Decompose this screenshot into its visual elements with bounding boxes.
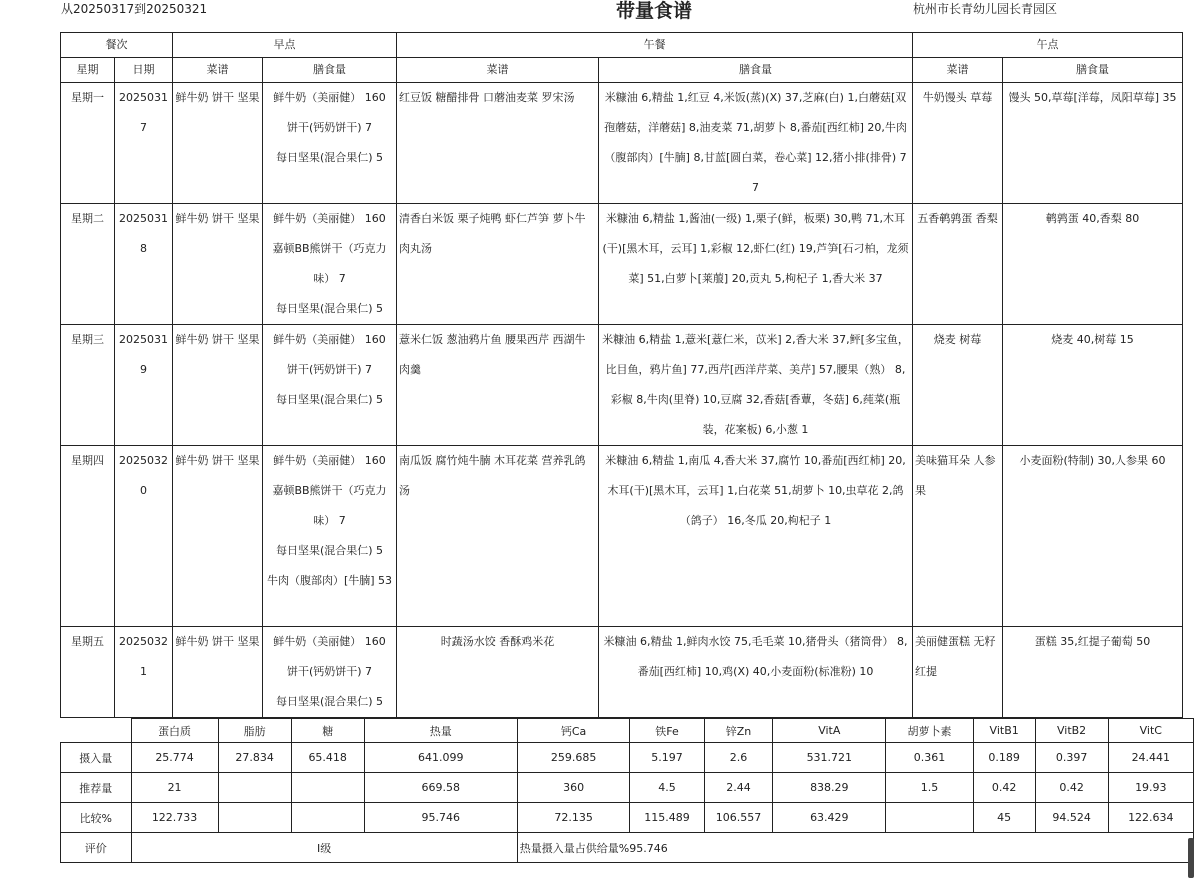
value-cell: 25.774: [131, 743, 218, 773]
snack-amount-cell: 馒头 50,草莓[洋莓，凤阳草莓] 35: [1003, 83, 1183, 204]
breakfast-amount-header: 膳食量: [263, 58, 397, 83]
nutrition-table: [60, 718, 1194, 863]
breakfast-header: 早点: [173, 33, 397, 58]
value-cell: 27.834: [218, 743, 291, 773]
snack-dishes-cell: 牛奶馒头 草莓: [913, 83, 1003, 204]
value-cell: 122.733: [131, 803, 218, 833]
amount-line: 饼干(钙奶饼干) 7: [286, 121, 373, 134]
lunch-header: 午餐: [397, 33, 913, 58]
nutrient-header: VitB1: [973, 719, 1035, 743]
breakfast-amount-cell: [263, 204, 397, 325]
menu-column-header-row: [61, 58, 1183, 83]
lunch-amount-cell: 米糠油 6,精盐 1,酱油(一级) 1,栗子(鲜，板栗) 30,鸭 71,木耳(干)[黑木耳，云耳] 1,彩椒 12,虾仁(红) 19,芦笋[石刁柏，龙须菜] 51,白萝卜[莱菔] 20,贡丸 5,枸杞子 1,香大米 37: [599, 204, 913, 325]
value-cell: 1.5: [886, 773, 974, 803]
lunch-dishes-header: 菜谱: [397, 58, 599, 83]
nutrient-header: 热量: [364, 719, 517, 743]
meal-header: 餐次: [61, 33, 173, 58]
lunch-amount-cell: 米糠油 6,精盐 1,薏米[薏仁米，苡米] 2,香大米 37,鲆[多宝鱼，比目鱼，鸦片鱼] 77,西芹[西洋芹菜、美芹] 57,腰果（熟） 8,彩椒 8,牛肉(里脊) 10,豆腐 32,香菇[香蕈，冬菇] 6,莼菜(瓶装，花案板) 6,小葱 1: [599, 325, 913, 446]
value-cell: 24.441: [1108, 743, 1193, 773]
table-row: [61, 325, 1183, 446]
amount-line: 鲜牛奶（美丽健） 160: [273, 212, 386, 225]
weekday-cell: 星期二: [61, 204, 115, 325]
amount-line: 鲜牛奶（美丽健） 160: [273, 454, 386, 467]
value-cell: 531.721: [773, 743, 886, 773]
breakfast-dishes-cell: 鲜牛奶 饼干 坚果: [173, 325, 263, 446]
row-label: 比较%: [61, 803, 132, 833]
amount-line: 嘉顿BB熊饼干（巧克力味） 7: [272, 484, 387, 527]
value-cell: 63.429: [773, 803, 886, 833]
nutrient-header: VitB2: [1035, 719, 1108, 743]
menu-table: [60, 32, 1183, 718]
breakfast-amount-cell: [263, 325, 397, 446]
value-cell: 2.44: [704, 773, 773, 803]
breakfast-dishes-cell: 鲜牛奶 饼干 坚果: [173, 446, 263, 627]
value-cell: [218, 773, 291, 803]
amount-line: 饼干(钙奶饼干) 7: [286, 363, 373, 376]
scrollbar[interactable]: [1188, 838, 1194, 878]
value-cell: 0.189: [973, 743, 1035, 773]
value-cell: 19.93: [1108, 773, 1193, 803]
snack-amount-cell: 小麦面粉(特制) 30,人参果 60: [1003, 446, 1183, 627]
snack-amount-cell: 蛋糕 35,红提子葡萄 50: [1003, 627, 1183, 718]
breakfast-amount-cell: [263, 83, 397, 204]
lunch-dishes-cell: 红豆饭 糖醋排骨 口蘑油麦菜 罗宋汤: [397, 83, 599, 204]
breakfast-dishes-cell: 鲜牛奶 饼干 坚果: [173, 204, 263, 325]
value-cell: 0.397: [1035, 743, 1108, 773]
value-cell: [218, 803, 291, 833]
value-cell: 65.418: [291, 743, 364, 773]
snack-header: 午点: [913, 33, 1183, 58]
value-cell: 0.42: [973, 773, 1035, 803]
date-cell: 20250319: [115, 325, 173, 446]
page-title: 带量食谱: [616, 0, 693, 22]
amount-line: 每日坚果(混合果仁) 5: [275, 695, 384, 708]
value-cell: 106.557: [704, 803, 773, 833]
value-cell: 838.29: [773, 773, 886, 803]
nutrition-row-recommended: [61, 773, 1194, 803]
date-cell: 20250317: [115, 83, 173, 204]
lunch-amount-header: 膳食量: [599, 58, 913, 83]
weekday-cell: 星期一: [61, 83, 115, 204]
lunch-dishes-cell: 时蔬汤水饺 香酥鸡米花: [397, 627, 599, 718]
value-cell: 115.489: [630, 803, 704, 833]
value-cell: 72.135: [517, 803, 630, 833]
evaluation-grade: I级: [131, 833, 517, 863]
school-name: 杭州市长青幼儿园长青园区: [913, 2, 1058, 16]
value-cell: [886, 803, 974, 833]
weekday-cell: 星期五: [61, 627, 115, 718]
nutrient-header: VitA: [773, 719, 886, 743]
value-cell: 641.099: [364, 743, 517, 773]
lunch-dishes-cell: 南瓜饭 腐竹炖牛腩 木耳花菜 营养乳鸽汤: [397, 446, 599, 627]
nutrient-header: 钙Ca: [517, 719, 630, 743]
lunch-amount-cell: 米糠油 6,精盐 1,红豆 4,米饭(蒸)(X) 37,芝麻(白) 1,白蘑菇[双孢蘑菇，洋蘑菇] 8,油麦菜 71,胡萝卜 8,番茄[西红柿] 20,牛肉（腹部肉）[牛腩] 8,甘蓝[圆白菜，卷心菜] 12,猪小排(排骨) 77: [599, 83, 913, 204]
lunch-dishes-cell: 清香白米饭 栗子炖鸭 虾仁芦笋 萝卜牛肉丸汤: [397, 204, 599, 325]
nutrient-header: 糖: [291, 719, 364, 743]
evaluation-row: [61, 833, 1194, 863]
value-cell: 2.6: [704, 743, 773, 773]
date-cell: 20250321: [115, 627, 173, 718]
value-cell: [291, 803, 364, 833]
date-header: 日期: [115, 58, 173, 83]
date-cell: 20250318: [115, 204, 173, 325]
date-cell: 20250320: [115, 446, 173, 627]
nutrient-header: 铁Fe: [630, 719, 704, 743]
value-cell: 4.5: [630, 773, 704, 803]
value-cell: 360: [517, 773, 630, 803]
amount-line: 牛肉（腹部肉）[牛腩] 53: [266, 574, 393, 587]
breakfast-amount-cell: [263, 446, 397, 627]
nutrient-header: 胡萝卜素: [886, 719, 974, 743]
amount-line: 嘉顿BB熊饼干（巧克力味） 7: [272, 242, 387, 285]
snack-dishes-cell: 美丽健蛋糕 无籽红提: [913, 627, 1003, 718]
snack-dishes-cell: 美味猫耳朵 人参果: [913, 446, 1003, 627]
snack-amount-header: 膳食量: [1003, 58, 1183, 83]
nutrition-row-intake: [61, 743, 1194, 773]
row-label: 摄入量: [61, 743, 132, 773]
amount-line: 鲜牛奶（美丽健） 160: [273, 333, 386, 346]
amount-line: 每日坚果(混合果仁) 5: [275, 544, 384, 557]
weekday-header: 星期: [61, 58, 115, 83]
value-cell: 0.361: [886, 743, 974, 773]
nutrient-header: 锌Zn: [704, 719, 773, 743]
value-cell: 0.42: [1035, 773, 1108, 803]
lunch-dishes-cell: 薏米仁饭 葱油鸦片鱼 腰果西芹 西湖牛肉羹: [397, 325, 599, 446]
value-cell: 5.197: [630, 743, 704, 773]
amount-line: 饼干(钙奶饼干) 7: [286, 665, 373, 678]
snack-dishes-cell: 五香鹌鹑蛋 香梨: [913, 204, 1003, 325]
amount-line: 鲜牛奶（美丽健） 160: [273, 91, 386, 104]
amount-line: 鲜牛奶（美丽健） 160: [273, 635, 386, 648]
lunch-amount-cell: 米糠油 6,精盐 1,鲜肉水饺 75,毛毛菜 10,猪骨头（猪筒骨） 8,番茄[西红柿] 10,鸡(X) 40,小麦面粉(标准粉) 10: [599, 627, 913, 718]
snack-amount-cell: 鹌鹑蛋 40,香梨 80: [1003, 204, 1183, 325]
breakfast-dishes-header: 菜谱: [173, 58, 263, 83]
nutrient-header: 脂肪: [218, 719, 291, 743]
weekday-cell: 星期四: [61, 446, 115, 627]
table-row: [61, 627, 1183, 718]
nutrient-header: VitC: [1108, 719, 1193, 743]
table-row: [61, 204, 1183, 325]
weekday-cell: 星期三: [61, 325, 115, 446]
evaluation-label: 评价: [61, 833, 132, 863]
snack-dishes-cell: 烧麦 树莓: [913, 325, 1003, 446]
value-cell: 669.58: [364, 773, 517, 803]
value-cell: [291, 773, 364, 803]
nutrient-header: 蛋白质: [131, 719, 218, 743]
evaluation-note: 热量摄入量占供给量%95.746: [517, 833, 1193, 863]
snack-dishes-header: 菜谱: [913, 58, 1003, 83]
date-range: 从20250317到20250321: [61, 2, 208, 16]
breakfast-dishes-cell: 鲜牛奶 饼干 坚果: [173, 627, 263, 718]
nutrition-corner: [61, 719, 132, 743]
value-cell: 94.524: [1035, 803, 1108, 833]
amount-line: 每日坚果(混合果仁) 5: [275, 151, 384, 164]
value-cell: 45: [973, 803, 1035, 833]
amount-line: 每日坚果(混合果仁) 5: [275, 302, 384, 315]
row-label: 推荐量: [61, 773, 132, 803]
amount-line: 每日坚果(混合果仁) 5: [275, 393, 384, 406]
nutrition-header-row: [61, 719, 1194, 743]
menu-meal-header-row: [61, 33, 1183, 58]
breakfast-dishes-cell: 鲜牛奶 饼干 坚果: [173, 83, 263, 204]
lunch-amount-cell: 米糠油 6,精盐 1,南瓜 4,香大米 37,腐竹 10,番茄[西红柿] 20,木耳(干)[黑木耳，云耳] 1,白花菜 51,胡萝卜 10,虫草花 2,鸽（鸽子） 16,冬瓜 20,枸杞子 1: [599, 446, 913, 627]
table-row: [61, 83, 1183, 204]
value-cell: 21: [131, 773, 218, 803]
value-cell: 259.685: [517, 743, 630, 773]
value-cell: 122.634: [1108, 803, 1193, 833]
value-cell: 95.746: [364, 803, 517, 833]
breakfast-amount-cell: [263, 627, 397, 718]
snack-amount-cell: 烧麦 40,树莓 15: [1003, 325, 1183, 446]
nutrition-row-compare: [61, 803, 1194, 833]
table-row: [61, 446, 1183, 627]
